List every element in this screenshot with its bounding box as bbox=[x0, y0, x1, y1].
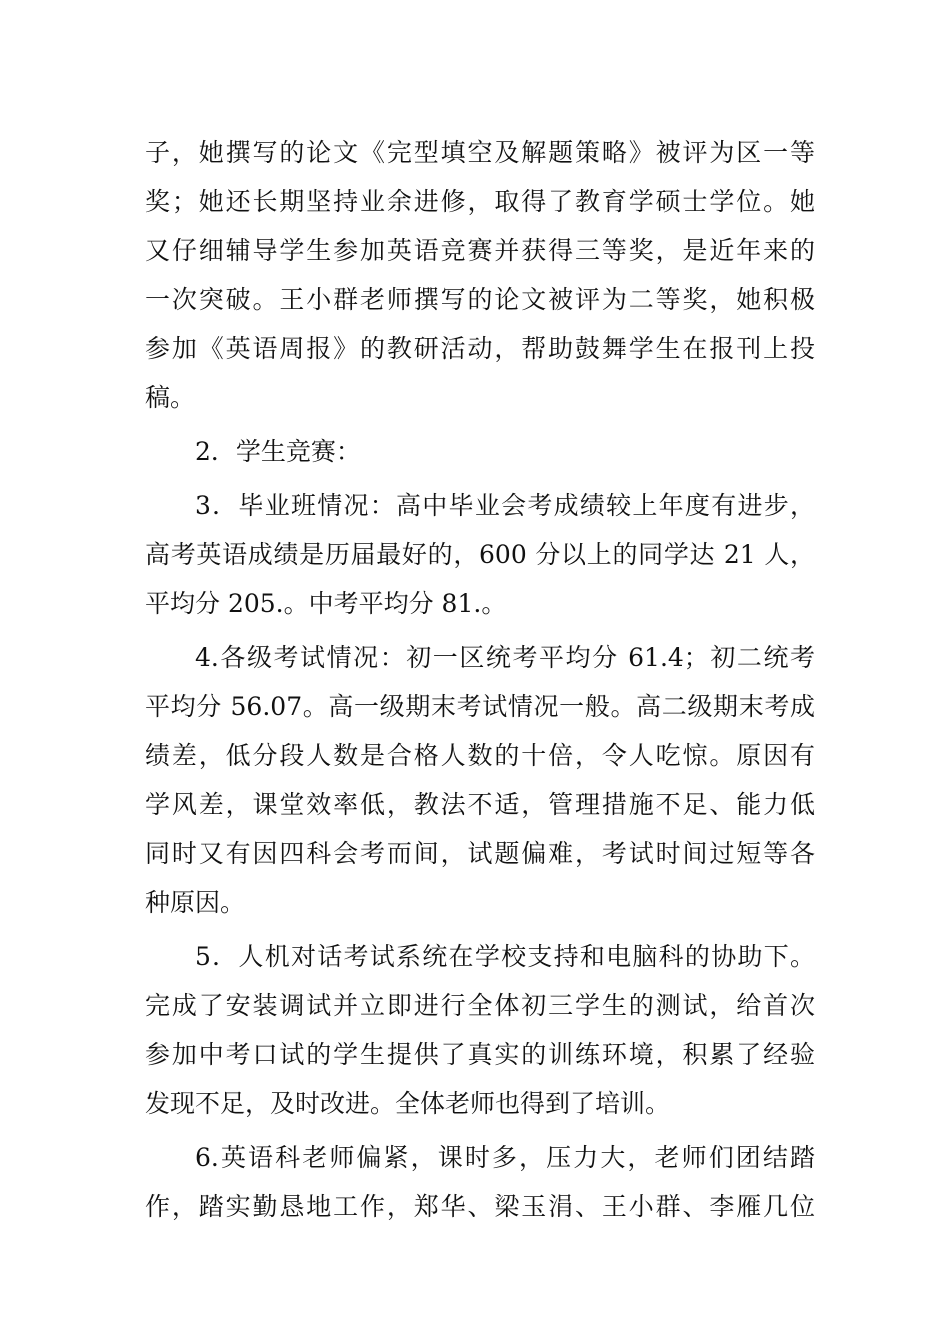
text-line: 5．人机对话考试系统在学校支持和电脑科的协助下。 bbox=[195, 942, 815, 971]
text-line: 平均分 56.07。高一级期末考试情况一般。高二级期末考成 bbox=[145, 692, 815, 721]
text-line: 子，她撰写的论文《完型填空及解题策略》被评为区一等 bbox=[145, 138, 815, 167]
text-line: 奖；她还长期坚持业余进修，取得了教育学硕士学位。她 bbox=[145, 187, 815, 216]
document-body bbox=[145, 128, 815, 1231]
text-line: 6.英语科老师偏紧，课时多，压力大，老师们团结踏 bbox=[195, 1143, 815, 1172]
paragraph-heading: 2．学生竞赛： bbox=[195, 437, 361, 466]
text-line: 种原因。 bbox=[145, 888, 246, 917]
text-line: 平均分 205.。中考平均分 81.。 bbox=[145, 589, 507, 618]
text-line: 3．毕业班情况：高中毕业会考成绩较上年度有进步， bbox=[195, 491, 815, 520]
text-line: 4.各级考试情况：初一区统考平均分 61.4；初二统考 bbox=[195, 643, 815, 672]
text-line: 一次突破。王小群老师撰写的论文被评为二等奖，她积极 bbox=[145, 285, 815, 314]
text-line: 参加《英语周报》的教研活动，帮助鼓舞学生在报刊上投 bbox=[145, 334, 815, 363]
text-line: 作，踏实勤恳地工作，郑华、梁玉涓、王小群、李雁几位 bbox=[145, 1192, 815, 1221]
text-line: 又仔细辅导学生参加英语竞赛并获得三等奖，是近年来的 bbox=[145, 236, 815, 265]
text-line: 发现不足，及时改进。全体老师也得到了培训。 bbox=[145, 1089, 671, 1118]
text-line: 绩差，低分段人数是合格人数的十倍，令人吃惊。原因有 bbox=[145, 741, 815, 770]
text-line: 稿。 bbox=[145, 383, 196, 412]
text-line: 同时又有因四科会考而间，试题偏难，考试时间过短等各 bbox=[145, 839, 815, 868]
text-line: 高考英语成绩是历届最好的，600 分以上的同学达 21 人， bbox=[145, 540, 815, 569]
text-line: 完成了安装调试并立即进行全体初三学生的测试，给首次 bbox=[145, 991, 815, 1020]
text-line: 参加中考口试的学生提供了真实的训练环境，积累了经验 bbox=[145, 1040, 815, 1069]
text-line: 学风差，课堂效率低，教法不适，管理措施不足、能力低 bbox=[145, 790, 815, 819]
